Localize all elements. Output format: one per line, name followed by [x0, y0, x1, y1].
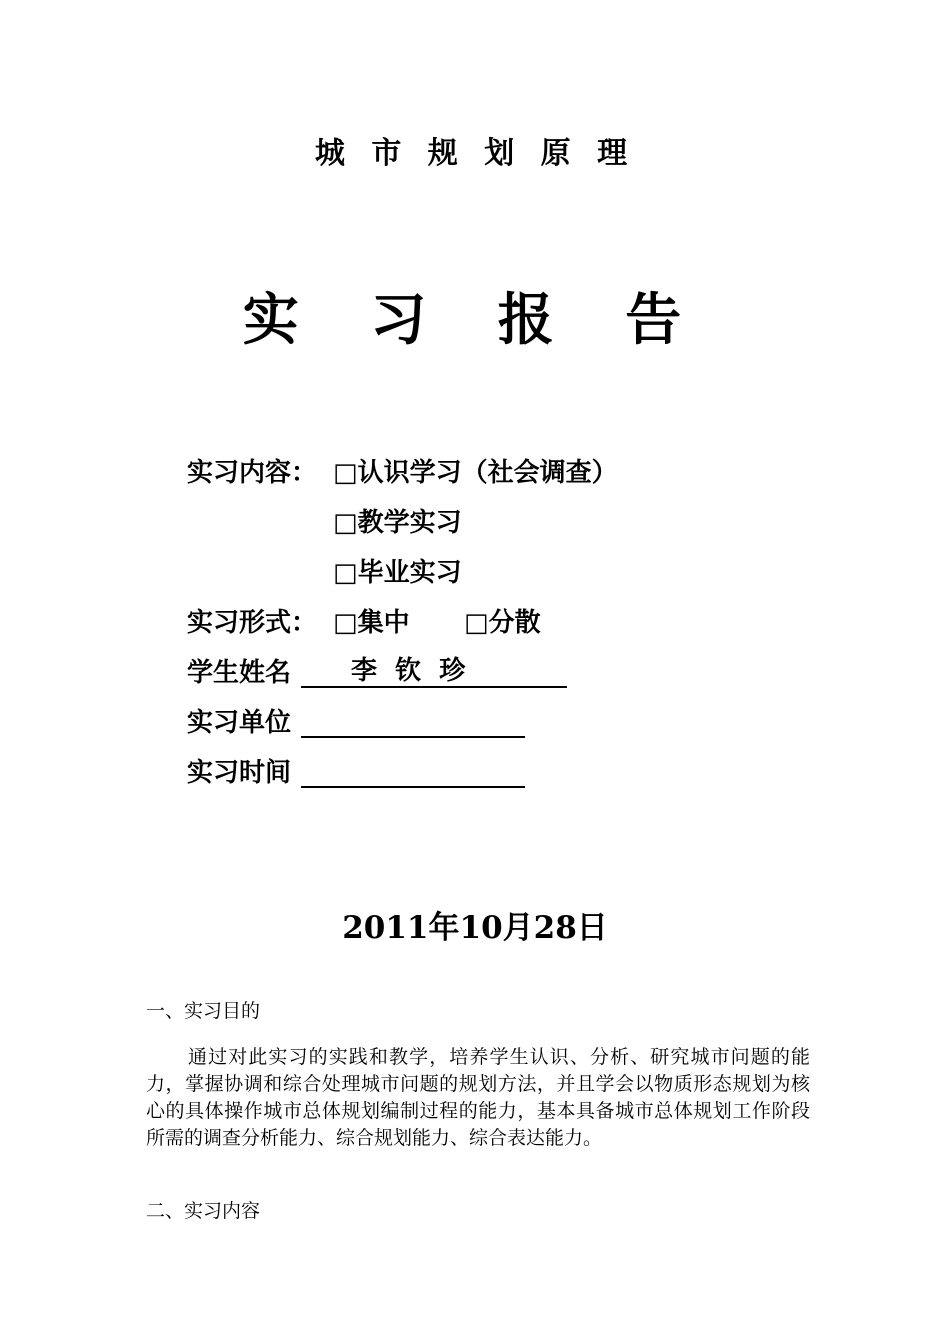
- checkbox-icon[interactable]: □: [333, 608, 358, 638]
- unit-field[interactable]: [301, 706, 525, 738]
- section-heading-purpose: 一、实习目的: [146, 1000, 261, 1022]
- checkbox-icon[interactable]: □: [333, 508, 358, 538]
- time-field[interactable]: [301, 756, 525, 788]
- option-label: 认识学习（社会调查）: [357, 458, 618, 488]
- student-name-field[interactable]: [301, 656, 567, 688]
- purpose-paragraph: 通过对此实习的实践和教学，培养学生认识、分析、研究城市问题的能力，掌握协调和综合处理城市问题的规划方法，并且学会以物质形态规划为核心的具体操作城市总体规划编制过程的能力，基本具备城市总体规划工作阶段所需的调查分析能力、综合规划能力、综合表达能力。: [146, 1046, 810, 1149]
- form-label: 实习形式：: [187, 608, 318, 638]
- option-label: 分散: [488, 608, 541, 638]
- time-label: 实习时间: [187, 758, 292, 788]
- option-label: 毕业实习: [357, 558, 462, 588]
- unit-label: 实习单位: [187, 708, 292, 738]
- content-option-2: [333, 506, 462, 540]
- report-date: 2011年10月28日: [342, 910, 608, 946]
- checkbox-icon[interactable]: □: [464, 608, 489, 638]
- student-name-value: 李 钦 珍: [351, 656, 466, 686]
- form-option-2: [464, 606, 541, 640]
- content-option-3: [333, 556, 462, 590]
- student-label: 学生姓名: [187, 658, 292, 688]
- section-heading-content: 二、实习内容: [146, 1200, 261, 1222]
- option-label: 集中: [357, 608, 410, 638]
- checkbox-icon[interactable]: □: [333, 558, 358, 588]
- form-option-1: [333, 606, 410, 640]
- content-label: 实习内容：: [187, 458, 318, 488]
- option-label: 教学实习: [357, 508, 462, 538]
- report-title: 实 习 报 告: [242, 287, 708, 353]
- content-option-1: [333, 456, 618, 490]
- checkbox-icon[interactable]: □: [333, 458, 358, 488]
- course-title: 城 市 规 划 原 理: [314, 136, 636, 171]
